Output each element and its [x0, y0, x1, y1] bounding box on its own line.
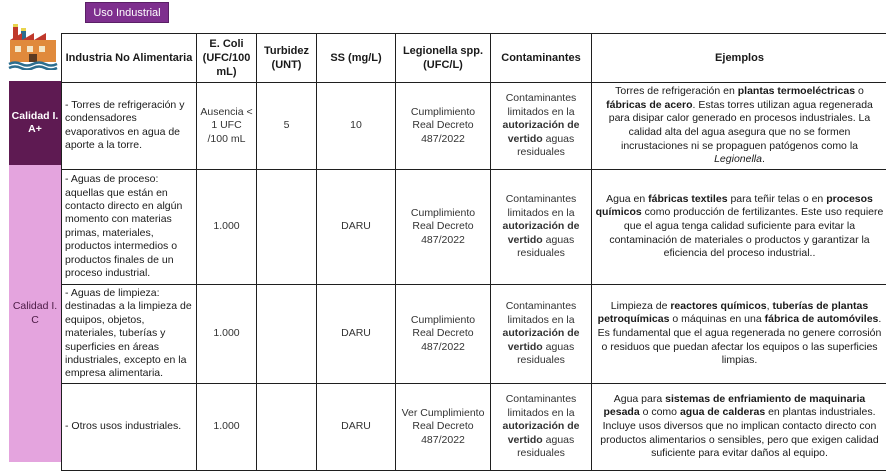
- header-ecoli: E. Coli (UFC/100 mL): [197, 34, 257, 83]
- ecoli-cell: 1.000: [197, 169, 257, 284]
- ecoli-cell: Ausencia < 1 UFC /100 mL: [197, 83, 257, 170]
- ejemplos-cell: [592, 83, 886, 170]
- cont-text: Contaminantes limitados en la: [505, 92, 577, 118]
- factory-icon: [7, 20, 59, 70]
- turbidez-cell: [257, 383, 317, 470]
- ejemplo-italic-text: Legionella: [714, 153, 762, 166]
- calidad-a-plus-label: Calidad I. A+: [9, 81, 61, 165]
- contaminantes-cell: [491, 284, 592, 383]
- cont-text: Contaminantes limitados en la: [505, 393, 577, 419]
- cont-rest: aguas residuales: [517, 340, 575, 367]
- ss-cell: DARU: [317, 284, 396, 383]
- cont-rest: aguas residuales: [517, 433, 575, 460]
- contaminantes-cell: [491, 169, 592, 284]
- ejemplos-cell: [592, 284, 886, 383]
- legionella-cell: Cumplimiento Real Decreto 487/2022: [396, 169, 491, 284]
- ejemplo-text: .: [761, 153, 765, 166]
- table-row: [62, 383, 886, 470]
- ejemplo-text: . Estas torres utilizan agua regenerada para disipar calor generado en procesos industriales. La calidad alta del agua asegura que no se formen incrustaciones ni se propaguen patógenos como la: [608, 98, 873, 152]
- contaminantes-cell: [491, 83, 592, 170]
- legionella-cell: Ver Cumplimiento Real Decreto 487/2022: [396, 383, 491, 470]
- ss-cell: DARU: [317, 169, 396, 284]
- ejemplo-text: como producción de fertilizantes. Este uso requiere que el agua tenga calidad suficiente para evitar la contaminación de materiales o productos y garantizar la eficiencia del proceso industrial..: [609, 206, 884, 260]
- ejemplo-text: Limpieza de: [610, 299, 671, 312]
- industria-cell: - Aguas de limpieza: destinadas a la limpieza de equipos, objetos, materiales, tuberías y superficies en áreas industriales, excepto en la empresa alimentaria.: [62, 284, 197, 383]
- cont-text: Contaminantes limitados en la: [505, 193, 577, 219]
- legionella-cell: Cumplimiento Real Decreto 487/2022: [396, 284, 491, 383]
- ejemplos-cell: [592, 383, 886, 470]
- contaminantes-cell: [491, 383, 592, 470]
- ejemplo-text: en plantas industriales. Incluye usos diversos que no implican contacto directo con productos alimentarios o sensibles, pero que exigen calidad suficiente para evitar daños al equipo.: [600, 406, 879, 460]
- industria-cell: - Otros usos industriales.: [62, 383, 197, 470]
- ejemplo-text: para teñir telas o en: [727, 192, 827, 205]
- cont-bold: autorización de vertido: [502, 119, 580, 145]
- ejemplo-bold-text: fábricas textiles: [648, 192, 728, 205]
- header-industria: Industria No Alimentaria: [62, 34, 197, 83]
- ejemplo-bold-text: agua de calderas: [679, 406, 766, 419]
- ss-cell: DARU: [317, 383, 396, 470]
- ejemplo-text: . Es fundamental que el agua regenerada no genere corrosión o residuos que puedan afectar los equipos o las superficies limpias.: [597, 313, 882, 367]
- cont-bold: autorización de vertido: [502, 220, 580, 246]
- header-ejemplos: Ejemplos: [592, 34, 886, 83]
- ejemplo-text: Torres de refrigeración en: [615, 85, 738, 97]
- industria-cell: - Torres de refrigeración y condensadores evaporativos en agua de aporte a la torre.: [62, 83, 197, 170]
- ejemplos-cell: [592, 169, 886, 284]
- header-ss: SS (mg/L): [317, 34, 396, 83]
- table-row: [62, 284, 886, 383]
- ejemplo-text: Agua en: [606, 192, 649, 205]
- table-row: [62, 169, 886, 284]
- ejemplo-bold-text: plantas termoeléctricas: [737, 85, 856, 97]
- cont-rest: aguas residuales: [517, 132, 575, 159]
- industrial-quality-table: [61, 33, 886, 471]
- ejemplo-text: Agua para: [613, 392, 666, 405]
- table-row: [62, 83, 886, 170]
- cont-text: Contaminantes limitados en la: [505, 300, 577, 326]
- uso-industrial-badge: Uso Industrial: [85, 2, 169, 23]
- ejemplo-bold-text: procesos químicos: [595, 192, 873, 219]
- turbidez-cell: [257, 284, 317, 383]
- calidad-c-label: Calidad I. C: [9, 165, 61, 462]
- ejemplo-bold-text: sistemas de enfriamiento de maquinaria pesada: [603, 392, 866, 419]
- ejemplo-bold-text: tuberías de plantas petroquímicas: [597, 299, 869, 326]
- ss-cell: 10: [317, 83, 396, 170]
- cont-bold: autorización de vertido: [502, 420, 580, 446]
- ecoli-cell: 1.000: [197, 284, 257, 383]
- ejemplo-bold-text: reactores químicos: [670, 299, 767, 312]
- ejemplo-text: ,: [766, 299, 773, 312]
- industria-cell: - Aguas de proceso: aquellas que están en contacto directo en algún momento con materias primas, materiales, productos intermedios o productos finales de un proceso industrial.: [62, 169, 197, 284]
- turbidez-cell: [257, 169, 317, 284]
- header-row: [62, 34, 886, 83]
- ecoli-cell: 1.000: [197, 383, 257, 470]
- header-contaminantes: Contaminantes: [491, 34, 592, 83]
- cont-rest: aguas residuales: [517, 233, 575, 259]
- turbidez-cell: 5: [257, 83, 317, 170]
- header-turbidez: Turbidez (UNT): [257, 34, 317, 83]
- ejemplo-bold-text: fábrica de automóviles: [764, 313, 879, 326]
- cont-bold: autorización de vertido: [502, 327, 580, 353]
- ejemplo-text: o como: [639, 406, 680, 419]
- header-legionella: Legionella spp. (UFC/L): [396, 34, 491, 83]
- ejemplo-text: o máquinas en una: [669, 313, 765, 326]
- legionella-cell: Cumplimiento Real Decreto 487/2022: [396, 83, 491, 170]
- ejemplo-text: o: [855, 85, 864, 97]
- ejemplo-bold-text: fábricas de acero: [606, 98, 693, 111]
